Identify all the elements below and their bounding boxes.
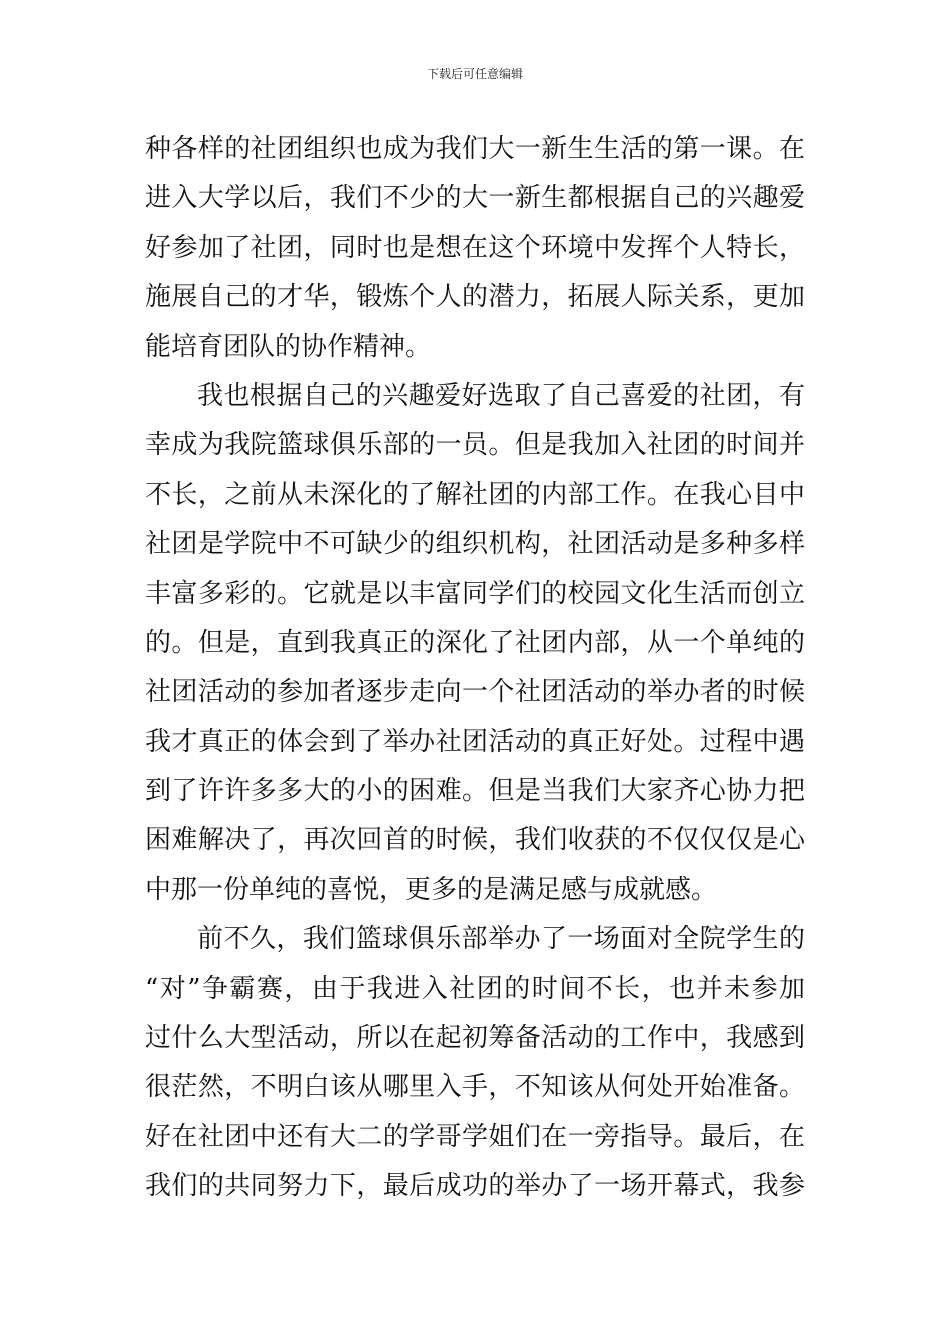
text-line: 到了许许多多大的小的困难。但是当我们大家齐心协力把 [145,776,805,807]
text-line: 我也根据自己的兴趣爱好选取了自己喜爱的社团，有 [197,380,805,411]
text-line: 我才真正的体会到了举办社团活动的真正好处。过程中遇 [145,726,805,757]
text-line: 好在社团中还有大二的学哥学姐们在一旁指导。最后，在 [145,1121,805,1152]
text-line: 幸成为我院篮球俱乐部的一员。但是我加入社团的时间并 [145,430,805,461]
text-line: 前不久，我们篮球俱乐部举办了一场面对全院学生的 [197,924,805,955]
text-line: 能培育团队的协作精神。 [145,331,432,362]
page-header: 下载后可任意编辑 [426,67,523,81]
text-line: 进入大学以后，我们不少的大一新生都根据自己的兴趣爱 [145,183,805,214]
text-line: 我们的共同努力下，最后成功的举办了一场开幕式，我参 [145,1171,805,1202]
paragraph-1 [145,125,805,372]
text-line: 困难解决了，再次回首的时候，我们收获的不仅仅仅是心 [145,825,805,856]
text-line: 种各样的社团组织也成为我们大一新生生活的第一课。在 [145,134,805,164]
text-line: 中那一份单纯的喜悦，更多的是满足感与成就感。 [145,874,718,905]
text-line: 社团活动的参加者逐步走向一个社团活动的举办者的时候 [145,677,805,708]
text-line: 很茫然，不明白该从哪里入手，不知该从何处开始准备。 [145,1072,805,1103]
paragraph-3 [145,915,805,1211]
text-line: 的。但是，直到我真正的深化了社团内部，从一个单纯的 [145,627,805,658]
text-line: 好参加了社团，同时也是想在这个环境中发挥个人特长， [145,232,805,263]
text-line: 施展自己的才华，锻炼个人的潜力，拓展人际关系，更加 [145,282,805,313]
text-line: 过什么大型活动，所以在起初筹备活动的工作中，我感到 [145,1023,805,1054]
text-line: 丰富多彩的。它就是以丰富同学们的校园文化生活而创立 [145,578,805,609]
document-body [145,125,805,1212]
paragraph-2 [145,372,805,915]
text-line: 不长，之前从未深化的了解社团的内部工作。在我心目中 [145,479,805,510]
text-line: 社团是学院中不可缺少的组织机构，社团活动是多种多样 [145,529,805,560]
text-line: “对”争霸赛，由于我进入社团的时间不长，也并未参加 [145,973,805,1004]
